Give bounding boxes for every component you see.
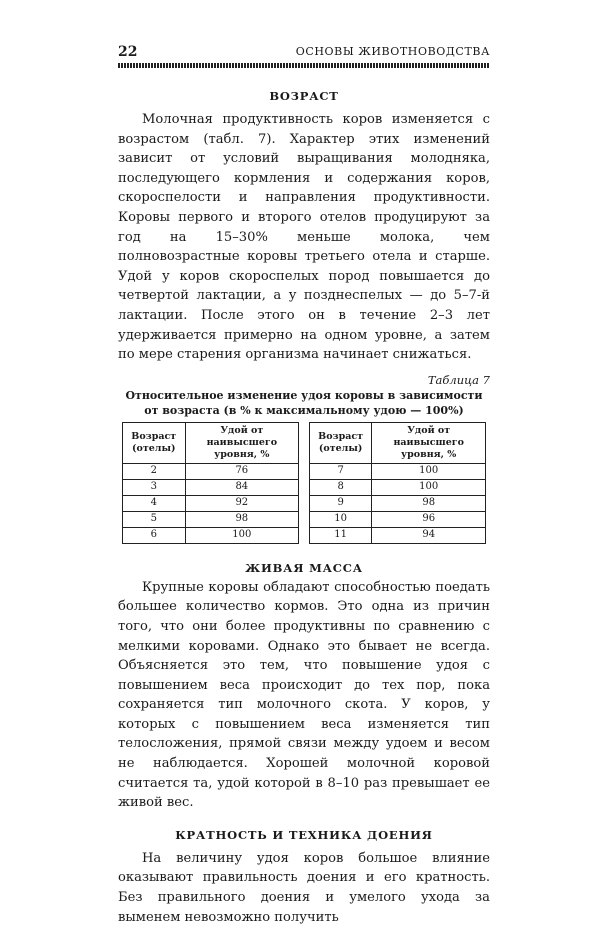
header-rule: [118, 63, 490, 68]
cell-yield: 100: [372, 463, 486, 479]
cell-yield: 98: [372, 495, 486, 511]
cell-age: 8: [309, 479, 372, 495]
col-header-yield: Удой от наивысшего уровня, %: [372, 422, 486, 463]
cell-age: 10: [309, 511, 372, 527]
cell-yield: 100: [185, 527, 299, 543]
cell-age: 2: [123, 463, 186, 479]
yield-table: [122, 422, 486, 544]
cell-yield: 94: [372, 527, 486, 543]
paragraph-live-weight: Крупные коровы обладают способностью поедать большее количество кормов. Это одна из причин того, что они более продуктивны по сравнению с мелкими коровами. Однако это бывает не всегда. Объясняется это тем, что повышение удоя с повышением веса происходит до тех пор, пока сохраняется тип молочного скота. У коров, у которых с повышением веса изменяется тип телосложения, прямой связи между удоем и весом не наблюдается. Хорошей молочной коровой считается та, удой которой в 8–10 раз превышает ее живой вес.: [118, 579, 490, 811]
table-caption-line: Относительное изменение удоя коровы в зависимости: [125, 388, 483, 402]
cell-age: 11: [309, 527, 372, 543]
cell-age: 4: [123, 495, 186, 511]
table-gap: [299, 463, 310, 479]
table-row: [123, 495, 486, 511]
cell-yield: 96: [372, 511, 486, 527]
running-title: ОСНОВЫ ЖИВОТНОВОДСТВА: [295, 45, 490, 58]
table-gap: [299, 511, 310, 527]
page-number: 22: [118, 44, 138, 60]
table-row: [123, 479, 486, 495]
table-caption-line: от возраста (в % к максимальному удою — 100%): [144, 403, 464, 417]
table-row: [123, 511, 486, 527]
table-gap: [299, 527, 310, 543]
col-header-yield: Удой от наивысшего уровня, %: [185, 422, 299, 463]
cell-yield: 92: [185, 495, 299, 511]
table-label: Таблица 7: [427, 372, 490, 387]
table-header-row: [123, 422, 486, 463]
col-header-age: Возраст (отелы): [309, 422, 372, 463]
table-row: [123, 463, 486, 479]
section-title-age: ВОЗРАСТ: [269, 89, 339, 103]
col-header-age: Возраст (отелы): [123, 422, 186, 463]
page-content: [118, 86, 490, 927]
table-row: [123, 527, 486, 543]
table-gap: [299, 422, 310, 463]
section-title-milking: КРАТНОСТЬ И ТЕХНИКА ДОЕНИЯ: [175, 827, 433, 842]
page-header: [118, 44, 490, 62]
table-gap: [299, 495, 310, 511]
cell-yield: 100: [372, 479, 486, 495]
cell-age: 9: [309, 495, 372, 511]
cell-age: 5: [123, 511, 186, 527]
cell-yield: 76: [185, 463, 299, 479]
paragraph-milking: На величину удоя коров большое влияние оказывают правильность доения и его кратность. Без правильного доения и умелого ухода за выменем невозможно получить: [118, 850, 490, 925]
table-caption: [118, 388, 490, 418]
cell-yield: 98: [185, 511, 299, 527]
paragraph-age: Молочная продуктивность коров изменяется с возрастом (табл. 7). Характер этих изменений зависит от условий выращивания молодняка, последующего кормления и содержания коров, скороспелости и направления продуктивности. Коровы первого и второго отелов продуцируют за год на 15–30% меньше молока, чем полновозрастные коровы третьего отела и старше. Удой у коров скороспелых пород повышается до четвертой лактации, а у позднеспелых — до 5–7-й лактации. После этого он в течение 2–3 лет удерживается примерно на одном уровне, а затем по мере старения организма начинает снижаться.: [118, 112, 490, 363]
cell-age: 3: [123, 479, 186, 495]
section-title-live-weight: ЖИВАЯ МАССА: [245, 560, 363, 575]
table-gap: [299, 479, 310, 495]
cell-age: 7: [309, 463, 372, 479]
cell-age: 6: [123, 527, 186, 543]
table-body: [123, 463, 486, 543]
cell-yield: 84: [185, 479, 299, 495]
